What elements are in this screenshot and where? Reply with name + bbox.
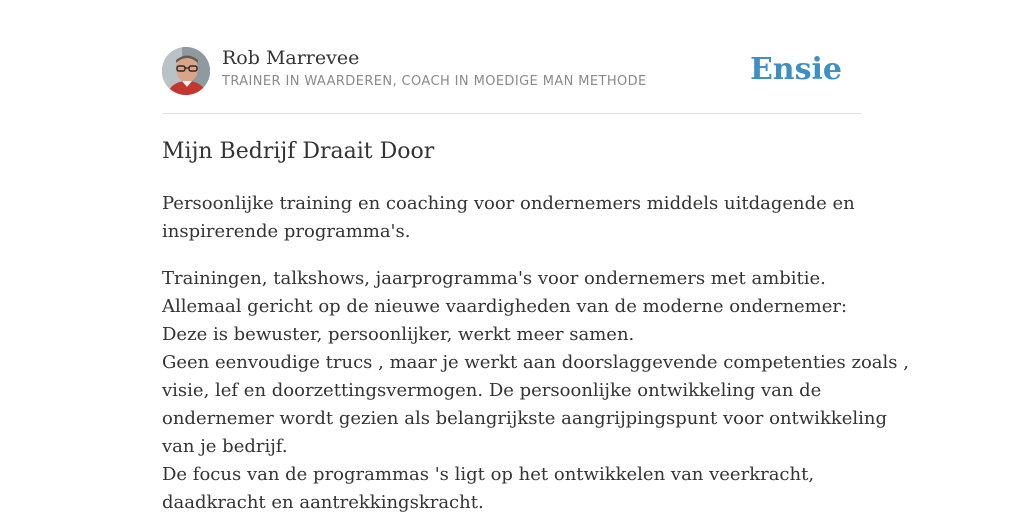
author-name[interactable]: Rob Marrevee	[222, 47, 360, 69]
article-body	[162, 190, 909, 512]
text-line: Allemaal gericht op de nieuwe vaardigheden van de moderne ondernemer:	[162, 296, 848, 317]
ensie-logo[interactable]: Ensie	[749, 52, 842, 87]
page-title: Mijn Bedrijf Draait Door	[162, 139, 435, 164]
text-line: visie, lef en doorzettingsvermogen. De persoonlijke ontwikkeling van de	[162, 380, 822, 401]
author-role: TRAINER IN WAARDEREN, COACH IN MOEDIGE MAN METHODE	[222, 74, 647, 89]
header-divider	[162, 113, 862, 114]
paragraph-description	[162, 265, 909, 512]
text-line: van je bedrijf.	[162, 436, 288, 457]
text-line: Deze is bewuster, persoonlijker, werkt meer samen.	[162, 324, 635, 345]
author-header	[162, 46, 862, 96]
text-line: inspirerende programma's.	[162, 221, 411, 242]
avatar[interactable]	[162, 47, 210, 95]
text-line: Trainingen, talkshows, jaarprogramma's voor ondernemers met ambitie.	[162, 268, 826, 289]
text-line: daadkracht en aantrekkingskracht.	[162, 492, 484, 512]
text-line: Persoonlijke training en coaching voor ondernemers middels uitdagende en	[162, 193, 855, 214]
person-photo-icon	[162, 47, 210, 95]
paragraph-intro	[162, 190, 862, 246]
text-line: Geen eenvoudige trucs , maar je werkt aan doorslaggevende competenties zoals ,	[162, 352, 909, 373]
text-line: De focus van de programmas 's ligt op het ontwikkelen van veerkracht,	[162, 464, 815, 485]
text-line: ondernemer wordt gezien als belangrijkste aangrijpingspunt voor ontwikkeling	[162, 408, 888, 429]
